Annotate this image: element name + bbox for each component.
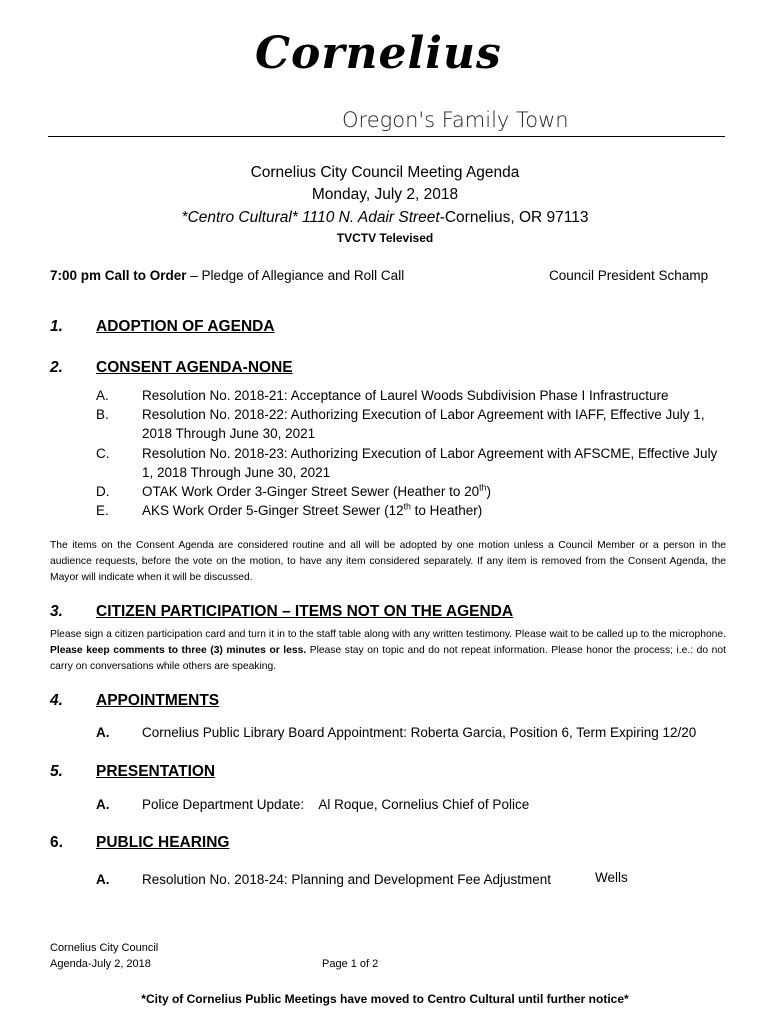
- section-1-title: ADOPTION OF AGENDA: [96, 318, 275, 335]
- agenda-title: Cornelius City Council Meeting Agenda: [250, 164, 520, 181]
- consent-item-b-letter: B.: [96, 407, 109, 422]
- consent-item-d-sup: th: [479, 482, 487, 493]
- call-to-order-desc: – Pledge of Allegiance and Roll Call: [186, 268, 405, 283]
- presentation-item-a-letter: A.: [96, 797, 110, 812]
- section-1-number: 1.: [50, 318, 63, 335]
- consent-item-b-text: Resolution No. 2018-22: Authorizing Execution of Labor Agreement with IAFF, Effective July 1, 2018 Through June 30, 2021: [142, 407, 705, 441]
- citizen-participation-text: [50, 627, 726, 675]
- section-2-number: 2.: [50, 359, 63, 376]
- consent-item-c-letter: C.: [96, 446, 110, 461]
- consent-item-a-text: Resolution No. 2018-21: Acceptance of Laurel Woods Subdivision Phase I Infrastructure: [142, 388, 669, 403]
- presider-name: Council President Schamp: [549, 268, 709, 283]
- hearing-item-a-letter: A.: [96, 872, 110, 887]
- footer-agenda-date: Agenda-July 2, 2018: [50, 958, 151, 970]
- consent-item-e-sup: th: [403, 501, 411, 512]
- televised-note: TVCTV Televised: [336, 231, 434, 245]
- hearing-presenter: Wells: [595, 870, 628, 885]
- citizen-text-2: Please stay on topic and do not repeat information. Please honor the process; i.e.: do not carry on conversations while others are speaking.: [50, 645, 726, 672]
- citizen-text-bold: Please keep comments to three (3) minutes or less.: [50, 645, 307, 656]
- consent-item-e-text: [142, 501, 732, 520]
- consent-item-d-letter: D.: [96, 484, 110, 499]
- section-5-title: PRESENTATION: [96, 763, 216, 780]
- consent-item-d-text-end: ): [486, 484, 491, 499]
- section-4-number: 4.: [50, 692, 63, 709]
- header-divider: [48, 136, 725, 137]
- call-to-order-time: 7:00 pm Call to Order: [50, 268, 187, 283]
- section-6-number: 6.: [50, 834, 63, 851]
- section-3-title: CITIZEN PARTICIPATION – ITEMS NOT ON THE AGENDA: [96, 603, 514, 620]
- section-5-number: 5.: [50, 763, 63, 780]
- footer-page-number: Page 1 of 2: [322, 958, 379, 970]
- section-6-title: PUBLIC HEARING: [96, 834, 230, 851]
- section-2-title: CONSENT AGENDA-NONE: [96, 359, 293, 376]
- consent-item-e-text-main: AKS Work Order 5-Ginger Street Sewer (12: [142, 503, 404, 518]
- footer-org: Cornelius City Council: [50, 942, 159, 954]
- location-venue: *Centro Cultural* 1110 N. Adair Street: [181, 209, 440, 226]
- consent-item-e-letter: E.: [96, 503, 109, 518]
- city-tagline: Oregon's Family Town: [342, 108, 569, 132]
- consent-item-d-text: [142, 482, 732, 501]
- appointment-item-a-text: Cornelius Public Library Board Appointment: Roberta Garcia, Position 6, Term Expiring 12/20: [142, 725, 697, 740]
- citizen-text-1: Please sign a citizen participation card and turn it in to the staff table along with any written testimony. Please wait to be called up to the microphone.: [50, 629, 726, 640]
- section-3-number: 3.: [50, 603, 63, 620]
- meeting-date: Monday, July 2, 2018: [311, 186, 459, 203]
- meeting-location: [0, 209, 770, 227]
- consent-item-a-letter: A.: [96, 388, 109, 403]
- consent-agenda-note: The items on the Consent Agenda are considered routine and all will be adopted by one motion unless a Council Member or a person in the audience requests, before the vote on the motion, to have any item considered separately. If any item is removed from the Consent Agenda, the Mayor will indicate when it will be discussed.: [50, 540, 726, 583]
- hearing-item-a-text: Resolution No. 2018-24: Planning and Development Fee Adjustment: [142, 872, 552, 887]
- location-city: -Cornelius, OR 97113: [439, 209, 589, 226]
- presentation-item-a-text: Police Department Update: Al Roque, Cornelius Chief of Police: [142, 797, 530, 812]
- consent-item-e-text-end: to Heather): [410, 503, 483, 518]
- appointment-item-a-letter: A.: [96, 725, 110, 740]
- city-logo: Cornelius: [255, 28, 502, 79]
- call-to-order: [50, 268, 404, 283]
- footer-notice: *City of Cornelius Public Meetings have moved to Centro Cultural until further notice*: [141, 992, 629, 1006]
- section-4-title: APPOINTMENTS: [96, 692, 220, 709]
- consent-item-c-text: Resolution No. 2018-23: Authorizing Execution of Labor Agreement with AFSCME, Effective July 1, 2018 Through June 30, 2021: [142, 446, 718, 480]
- consent-item-d-text-main: OTAK Work Order 3-Ginger Street Sewer (Heather to 20: [142, 484, 480, 499]
